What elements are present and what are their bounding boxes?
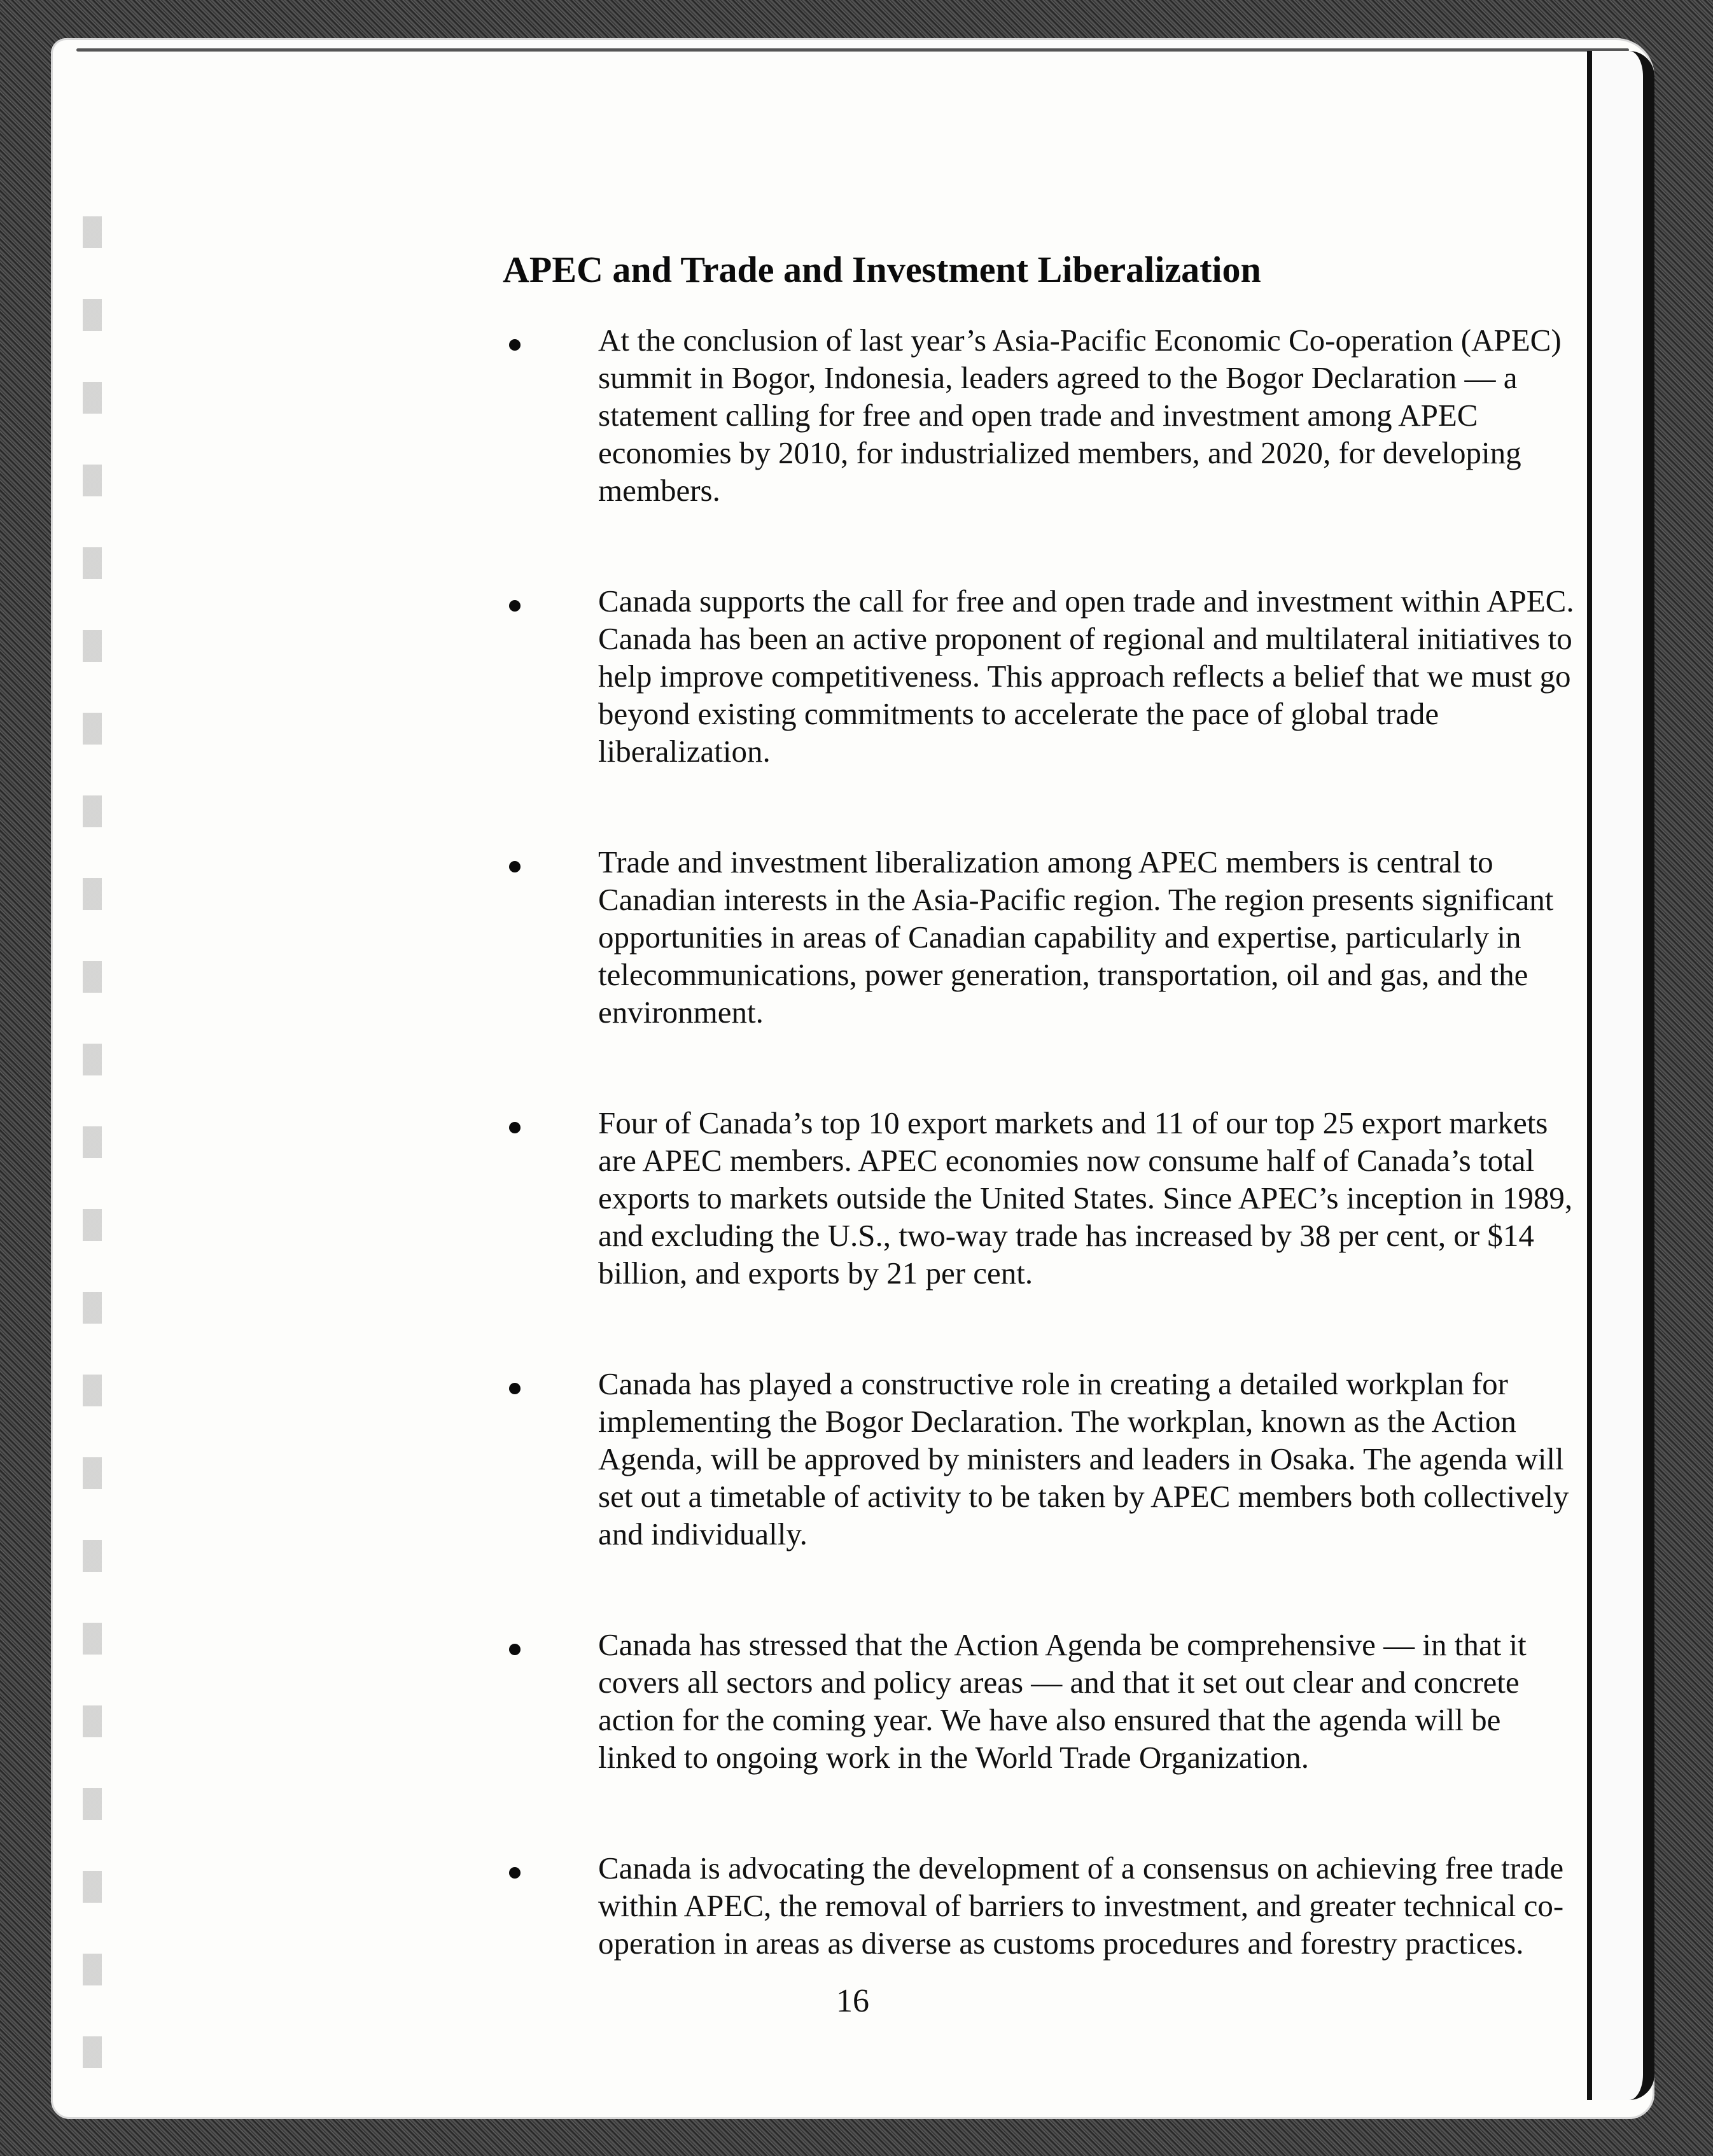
bullet-item [503, 321, 1584, 509]
bullet-text: Trade and investment liberalization among APEC members is central to Canadian interests in the Asia-Pacific region. The region presents significant opportunities in areas of Canadian capability and expertise, particularly in telecommunications, power generation, transportation, oil and gas, and the environment. [598, 844, 1554, 1030]
bullet-icon [509, 1383, 521, 1394]
bullet-item [503, 843, 1584, 1031]
bullet-text: At the conclusion of last year’s Asia-Pacific Economic Co-operation (APEC) summit in Bogor, Indonesia, leaders agreed to the Bogor Declaration — a statement calling for free and open trade and investment among APEC economies by 2010, for industrialized members, and 2020, for developing members. [598, 323, 1562, 508]
binding-edge [1587, 51, 1654, 2100]
left-margin-marks [83, 165, 102, 2075]
bullet-icon [509, 600, 521, 612]
page-heading: APEC and Trade and Investment Liberalization [503, 249, 1261, 290]
bullet-list [503, 321, 1584, 1962]
bullet-icon [509, 1122, 521, 1133]
document-page [51, 38, 1654, 2119]
page-content [503, 248, 1584, 2035]
bullet-text: Canada is advocating the development of a consensus on achieving free trade within APEC, the removal of barriers to investment, and greater technical co-operation in areas as diverse as customs procedures and forestry practices. [598, 1851, 1564, 1961]
bullet-icon [509, 1644, 521, 1655]
top-rule [76, 48, 1629, 52]
bullet-item [503, 1626, 1584, 1776]
page-number: 16 [836, 1983, 869, 2019]
bullet-item [503, 1849, 1584, 1962]
bullet-icon [509, 339, 521, 351]
bullet-icon [509, 1867, 521, 1879]
bullet-text: Canada has stressed that the Action Agenda be comprehensive — in that it covers all sectors and policy areas — and that it set out clear and concrete action for the coming year. We have also ensured that the agenda will be linked to ongoing work in the World Trade Organization. [598, 1627, 1527, 1775]
bullet-text: Four of Canada’s top 10 export markets and 11 of our top 25 export markets are APEC members. APEC economies now consume half of Canada’s total exports to markets outside the United States. Since APEC’s inception in 1989, and excluding the U.S., two-way trade has increased by 38 per cent, or $14 billion, and exports by 21 per cent. [598, 1105, 1573, 1291]
bullet-item [503, 1104, 1584, 1292]
bullet-text: Canada supports the call for free and open trade and investment within APEC. Canada has been an active proponent of regional and multilateral initiatives to help improve competitiveness. This approach reflects a belief that we must go beyond existing commitments to accelerate the pace of global trade liberalization. [598, 584, 1574, 769]
bullet-text: Canada has played a constructive role in creating a detailed workplan for implementing the Bogor Declaration. The workplan, known as the Action Agenda, will be approved by ministers and leaders in Osaka. The agenda will set out a timetable of activity to be taken by APEC members both collectively and individually. [598, 1366, 1569, 1551]
bullet-item [503, 1365, 1584, 1553]
bullet-icon [509, 861, 521, 872]
bullet-item [503, 582, 1584, 770]
